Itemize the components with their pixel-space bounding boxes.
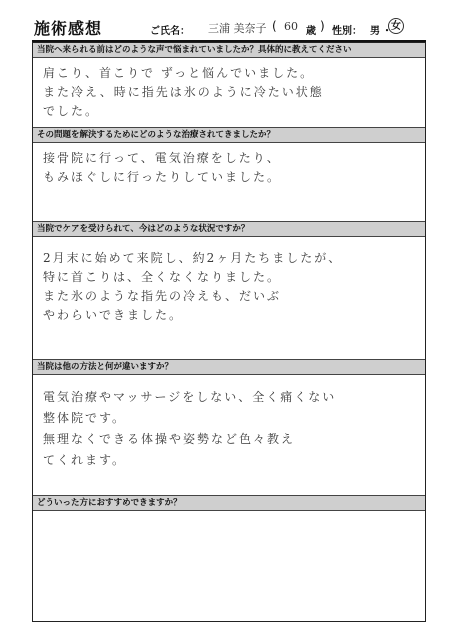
answer-3 — [33, 237, 425, 325]
age-unit: 歳 — [306, 26, 316, 37]
answer-line: 特に首こりは、全くなくなりました。 — [43, 270, 282, 284]
question-4: 当院は他の方法と何が違いますか？ — [33, 360, 425, 375]
answer-5-empty — [33, 511, 425, 517]
section-1 — [33, 43, 425, 127]
answer-line: 整体院です。 — [43, 411, 127, 425]
survey-sheet — [32, 14, 426, 622]
gender-label: 性別： — [332, 26, 362, 37]
answer-line: 接骨院に行って、電気治療をしたり、 — [43, 151, 281, 165]
question-2: その問題を解決するためにどのような治療されてきましたか？ — [33, 128, 425, 143]
form-title: 施術感想 — [34, 19, 103, 38]
answer-line: てくれます。 — [43, 453, 127, 467]
answer-line: でした。 — [43, 104, 100, 118]
age-open-paren: ( — [272, 19, 277, 33]
gender-male-option: 男 — [370, 26, 380, 37]
answer-line: 肩こり、首こりで ずっと悩んでいました。 — [43, 66, 315, 80]
answer-line: もみほぐしに行ったりしていました。 — [43, 170, 282, 184]
section-4 — [33, 359, 425, 496]
section-2 — [33, 127, 425, 222]
section-3 — [33, 221, 425, 360]
age-close-paren: ) — [320, 19, 325, 33]
name-label: ご氏名： — [150, 26, 190, 37]
question-5: どういった方におすすめできますか？ — [33, 496, 425, 511]
name-value: 三浦 美奈子 — [208, 22, 267, 35]
answer-line: 2月末に始めて来院し、約2ヶ月たちましたが、 — [43, 251, 343, 265]
form-body — [32, 42, 426, 622]
question-3: 当院でケアを受けられて、今はどのような状況ですか？ — [33, 222, 425, 237]
section-5 — [33, 495, 425, 622]
answer-line: 無理なくできる体操や姿勢など色々教え — [43, 432, 296, 446]
question-1: 当院へ来られる前はどのような声で悩まれていましたか？具体的に教えてください — [33, 43, 425, 58]
form-header — [32, 14, 426, 42]
answer-line: やわらいできました。 — [43, 308, 184, 322]
answer-line: また氷のような指先の冷えも、だいぶ — [43, 289, 282, 303]
answer-2 — [33, 143, 425, 187]
answer-1 — [33, 58, 425, 121]
answer-line: また冷え、時に指先は氷のように冷たい状態 — [43, 85, 324, 99]
gender-separator: ・ — [382, 26, 392, 37]
answer-4 — [33, 375, 425, 471]
age-value: 60 — [284, 20, 298, 33]
answer-line: 電気治療やマッサージをしない、全く痛くない — [43, 390, 337, 404]
gender-female-option-circled: 女 — [388, 18, 404, 34]
